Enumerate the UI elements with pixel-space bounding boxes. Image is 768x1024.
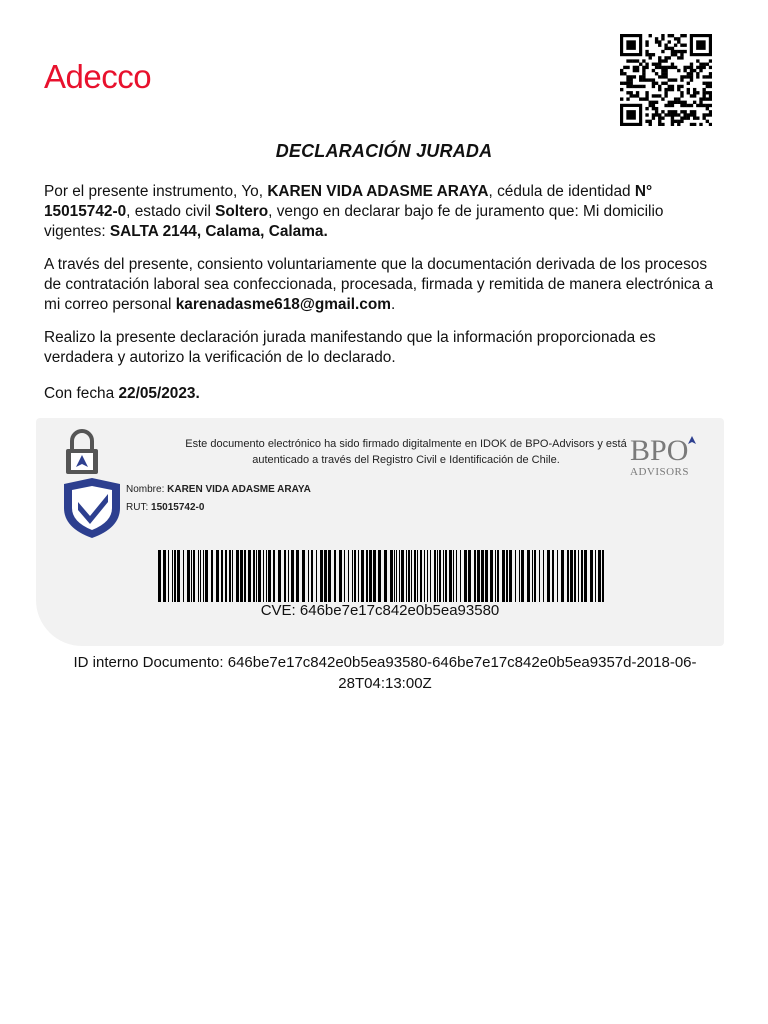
text: A través del presente, consiento voluntariamente que la documentación derivada de los procesos de contratación laboral sea confeccionada, procesada, firmada y remitida de manera electrónica a mi correo personal	[44, 256, 714, 313]
signature-box	[36, 418, 724, 646]
notice-line: Este documento electrónico ha sido firmado digitalmente en IDOK de BPO-Advisors y está	[185, 438, 627, 450]
text: , vengo en declarar bajo fe de juramento que: Mi domicilio vigentes:	[44, 203, 664, 240]
text: , estado civil	[126, 203, 211, 220]
cve-code: CVE: 646be7e17c842e0b5ea93580	[260, 602, 500, 619]
label: RUT:	[126, 502, 149, 513]
email: karenadasme618@gmail.com	[175, 296, 391, 313]
signer-name	[126, 484, 311, 495]
shield-check-icon	[62, 478, 122, 538]
consent-paragraph	[44, 255, 724, 315]
bpo-advisors-logo	[626, 430, 710, 478]
civil-status: Soltero	[215, 203, 269, 220]
declarant-name: KAREN VIDA ADASME ARAYA	[267, 183, 489, 200]
date-paragraph	[44, 384, 724, 404]
text: , cédula de identidad	[488, 183, 631, 200]
value: 15015742-0	[151, 502, 205, 513]
declaration-paragraph	[44, 182, 724, 242]
internal-document-id: ID interno Documento: 646be7e17c842e0b5ea93580-646be7e17c842e0b5ea9357d-2018-06-28T04:13:00Z	[73, 654, 697, 692]
signer-rut	[126, 502, 204, 513]
svg-text:ADVISORS: ADVISORS	[630, 466, 690, 478]
document-title: DECLARACIÓN JURADA	[275, 141, 493, 161]
label: Nombre:	[126, 484, 165, 495]
svg-text:BPO: BPO	[630, 434, 689, 467]
text: .	[390, 296, 396, 313]
text: Con fecha	[44, 385, 115, 402]
address: SALTA 2144, Calama, Calama.	[109, 223, 328, 240]
qr-code-icon	[620, 34, 712, 126]
text: Por el presente instrumento, Yo,	[44, 183, 264, 200]
signature-notice	[156, 436, 656, 468]
barcode-icon	[158, 550, 604, 602]
document-date: 22/05/2023.	[118, 385, 200, 402]
lock-icon	[64, 429, 100, 475]
truth-paragraph: Realizo la presente declaración jurada manifestando que la información proporcionada es verdadera y autorizo la verificación de lo declarado.	[44, 329, 656, 366]
id-prefix: N°	[634, 183, 653, 200]
id-number: 15015742-0	[44, 203, 127, 220]
adecco-logo: Adecco	[44, 58, 152, 95]
value: KAREN VIDA ADASME ARAYA	[167, 484, 311, 495]
notice-line: autenticado a través del Registro Civil e Identificación de Chile.	[252, 454, 560, 466]
